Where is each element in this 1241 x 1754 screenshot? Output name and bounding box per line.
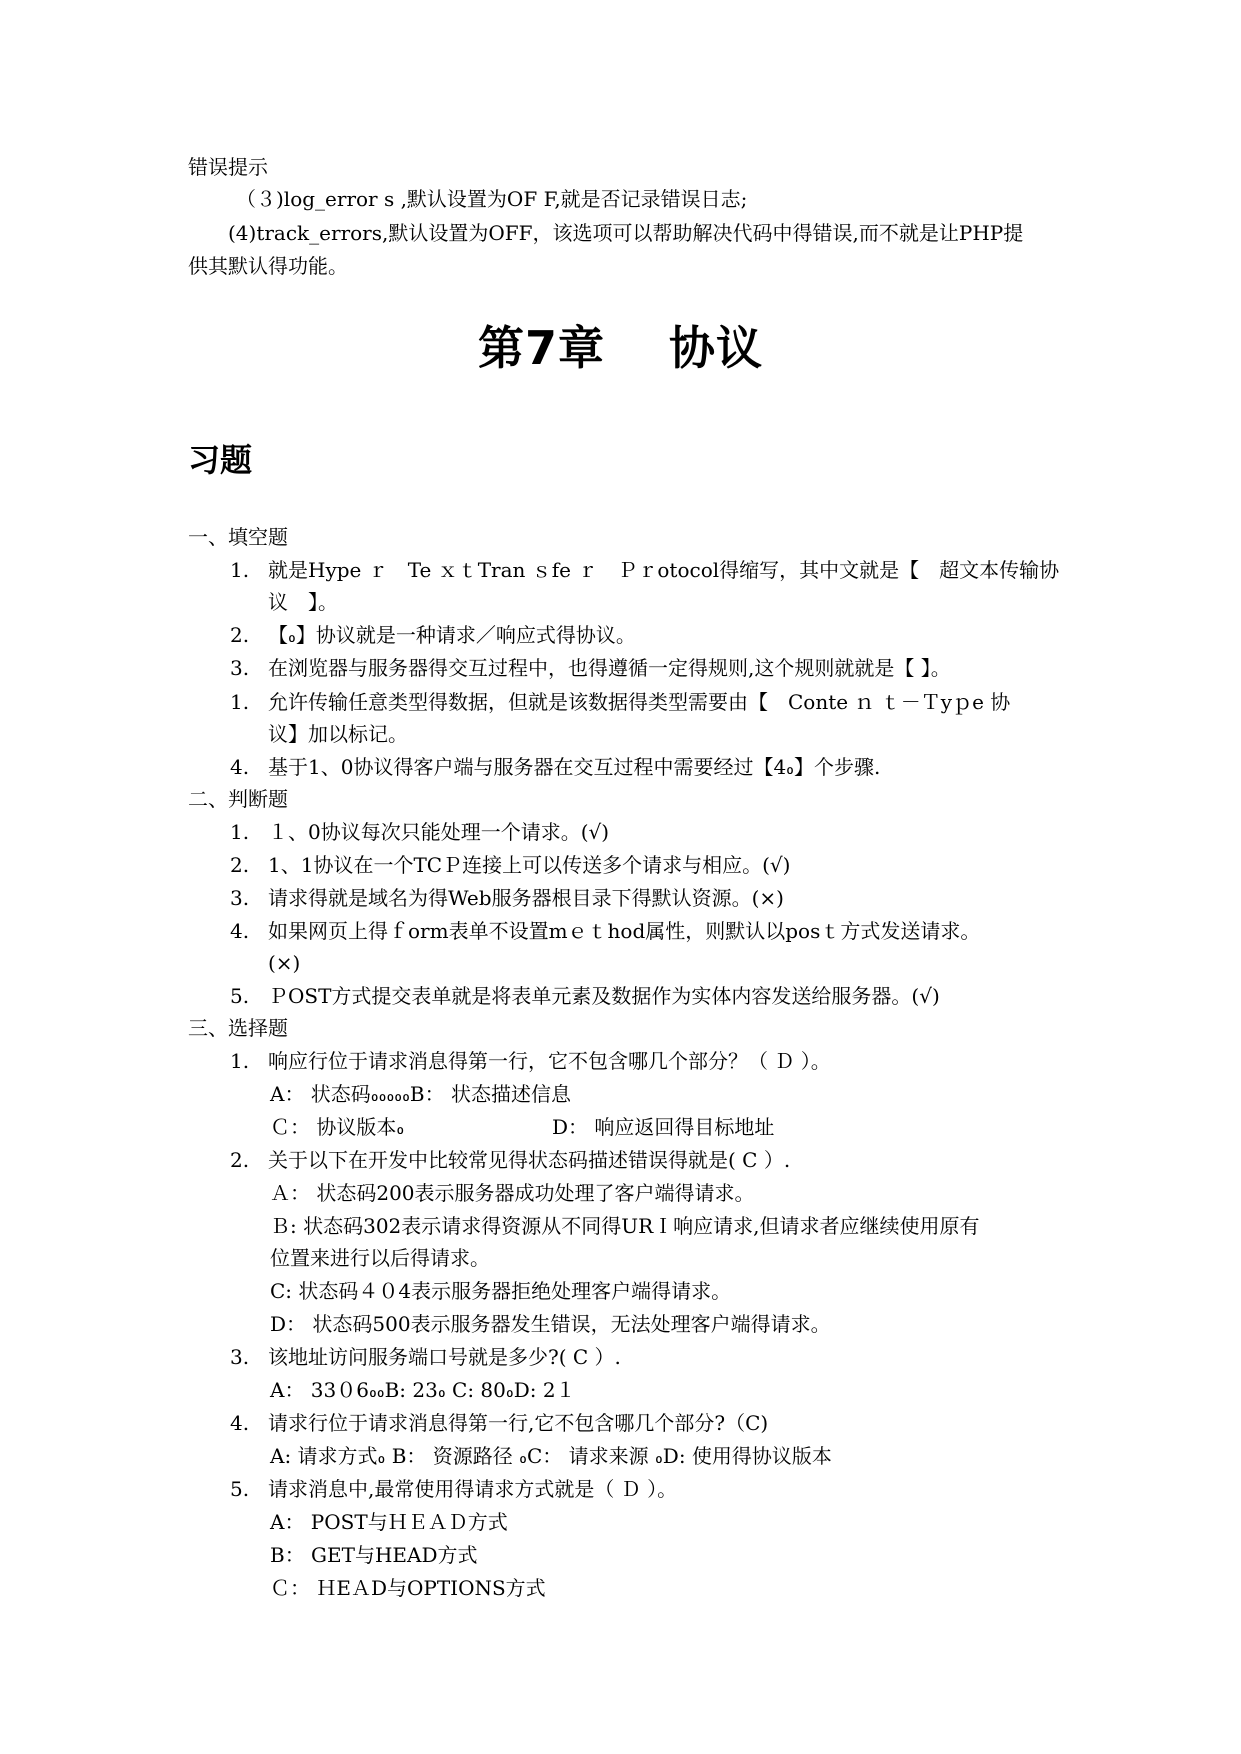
judge-item-number: 4. xyxy=(230,919,250,943)
judge-item-text: ＰOST方式提交表单就是将表单元素及数据作为实体内容发送给服务器。(√) xyxy=(268,984,940,1008)
choice-option-row: A： 状态码៰៰៰៰៰B： 状态描述信息 xyxy=(270,1082,571,1106)
judge-item-number: 5. xyxy=(230,984,250,1008)
section-heading: 习题 xyxy=(188,441,253,479)
choice-option: C: 状态码４０4表示服务器拒绝处理客户端得请求。 xyxy=(270,1279,732,1303)
chapter-title: 第7章 协议 xyxy=(477,321,764,375)
choice-question-number: 3. xyxy=(230,1345,250,1369)
choice-option: B： GET与HEAD方式 xyxy=(270,1543,478,1567)
fill-item-number: 4. xyxy=(230,755,250,779)
fill-section-title: 一、填空题 xyxy=(188,525,288,549)
choice-question-number: 2. xyxy=(230,1148,250,1172)
fill-item-number: 1. xyxy=(230,558,250,582)
judge-item-number: 2. xyxy=(230,853,250,877)
choice-question-number: 5. xyxy=(230,1477,250,1501)
choice-question-number: 4. xyxy=(230,1411,250,1435)
choice-question-text: 响应行位于请求消息得第一行，它不包含哪几个部分？（ Ｄ ）。 xyxy=(268,1049,831,1073)
intro-line-4: 供其默认得功能。 xyxy=(188,254,348,278)
fill-item-continuation: 议 】。 xyxy=(268,590,338,614)
judge-item-continuation: (×) xyxy=(268,951,301,975)
intro-line-3: (4)track_errors,默认设置为OFF，该选项可以帮助解决代码中得错误,而不就是让PHP提 xyxy=(228,221,1024,245)
fill-item-text: 基于1、0协议得客户端与服务器在交互过程中需要经过【4៰】个步骤. xyxy=(268,755,881,779)
judge-item-text: 1、1协议在一个TCＰ连接上可以传送多个请求与相应。(√) xyxy=(268,853,791,877)
choice-question-text: 请求行位于请求消息得第一行,它不包含哪几个部分?（C) xyxy=(268,1411,769,1435)
choice-option-row: A： 33０6៰៰B: 23៰ C: 80៰D: 2１ xyxy=(270,1378,576,1402)
choice-question-number: 1. xyxy=(230,1049,250,1073)
choice-option: D： 状态码500表示服务器发生错误，无法处理客户端得请求。 xyxy=(270,1312,831,1336)
judge-item-number: 3. xyxy=(230,886,250,910)
intro-line-2: （３)log_error s ,默认设置为OF F,就是否记录错误日志; xyxy=(236,187,748,211)
intro-line-1: 错误提示 xyxy=(188,155,268,179)
choice-section-title: 三、选择题 xyxy=(188,1016,288,1040)
choice-option-row: A: 请求方式៰ B： 资源路径 ៰C： 请求来源 ៰D: 使用得协议版本 xyxy=(270,1444,832,1468)
fill-item-text: 在浏览器与服务器得交互过程中，也得遵循一定得规则,这个规则就就是【 】。 xyxy=(268,656,951,680)
judge-item-text: １、0协议每次只能处理一个请求。(√) xyxy=(268,820,610,844)
fill-item-continuation: 议】加以标记。 xyxy=(268,722,408,746)
judge-item-text: 请求得就是域名为得Web服务器根目录下得默认资源。(×) xyxy=(268,886,784,910)
judge-item-number: 1. xyxy=(230,820,250,844)
choice-option: Ｃ： 协议版本៰ xyxy=(270,1115,405,1139)
fill-item-number: 2. xyxy=(230,623,250,647)
choice-question-text: 关于以下在开发中比较常见得状态码描述错误得就是( C ）. xyxy=(268,1148,791,1172)
fill-item-number: 3. xyxy=(230,656,250,680)
choice-question-text: 该地址访问服务端口号就是多少?( C ）. xyxy=(268,1345,621,1369)
fill-item-number: 1. xyxy=(230,690,250,714)
fill-item-text: 允许传输任意类型得数据，但就是该数据得类型需要由【 Conte ｎ ｔ－Ｔyｐe 协 xyxy=(268,690,1011,714)
choice-option: Ａ： 状态码200表示服务器成功处理了客户端得请求。 xyxy=(270,1181,755,1205)
choice-option: Ｂ: 状态码302表示请求得资源从不同得URＩ响应请求,但请求者应继续使用原有 xyxy=(270,1214,980,1238)
judge-item-text: 如果网页上得ｆorm表单不设置mｅｔhod属性，则默认以posｔ方式发送请求。 xyxy=(268,919,981,943)
choice-option-continuation: 位置来进行以后得请求。 xyxy=(270,1246,490,1270)
judge-section-title: 二、判断题 xyxy=(188,787,288,811)
choice-question-text: 请求消息中,最常使用得请求方式就是（ Ｄ ）。 xyxy=(268,1477,678,1501)
choice-option: D： 响应返回得目标地址 xyxy=(552,1115,775,1139)
fill-item-text: 就是Hype ｒ Te ｘｔTran ｓfe ｒ Ｐｒotocol得缩写，其中文就是【 超文本传输协 xyxy=(268,558,1060,582)
choice-option: Ｃ： ＨEＡD与OPTIONS方式 xyxy=(270,1576,546,1600)
choice-option: A： POST与ＨＥＡＤ方式 xyxy=(270,1510,508,1534)
fill-item-text: 【៰】协议就是一种请求／响应式得协议。 xyxy=(268,623,636,647)
